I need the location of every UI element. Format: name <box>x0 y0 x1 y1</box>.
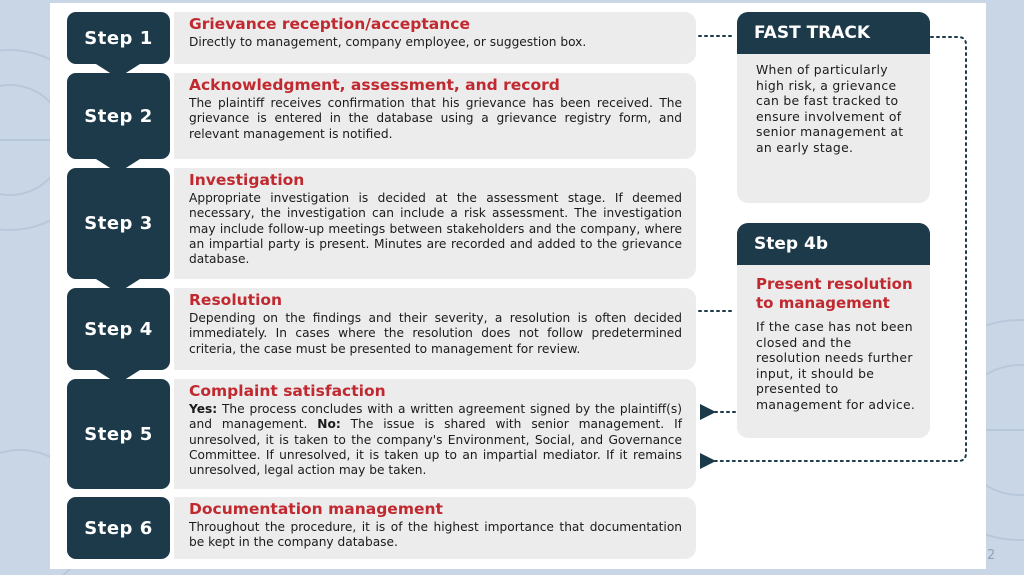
step-2-body: The plaintiff receives confirmation that his grievance has been received. The grievance is entered in the database using a grievance registry form, and relevant management is notified. <box>189 96 682 141</box>
step-3-title: Investigation <box>189 171 305 189</box>
step-5-yes-text: The process concludes with a written agreement signed by the plaintiff(s) and management. <box>189 402 682 432</box>
step-4b-text: If the case has not been closed and the resolution needs further input, it should be presented to management for advice. <box>756 319 916 412</box>
step-5-title: Complaint satisfaction <box>189 382 386 400</box>
step-4-body: Depending on the findings and their severity, a resolution is often decided immediately. In cases where the resolution does not follow predetermined criteria, the case must be presented to management for review. <box>189 311 682 356</box>
step-6-title: Documentation management <box>189 500 443 518</box>
step-3-label: Step 3 <box>84 213 153 234</box>
fast-track-text: When of particularly high risk, a grievance can be fast tracked to ensure involvement of senior management at an early stage. <box>756 62 904 155</box>
step-5-yes-label: Yes: <box>189 402 218 416</box>
connector-fast-track-step5 <box>714 37 966 461</box>
step-4-title: Resolution <box>189 291 283 309</box>
step-2-title: Acknowledgment, assessment, and record <box>189 76 560 94</box>
step-1-label: Step 1 <box>84 27 153 49</box>
step-6-body: Throughout the procedure, it is of the highest importance that documentation be kept in the company database. <box>189 520 682 550</box>
step-4b-title: Step 4b <box>754 234 828 254</box>
step-1-body: Directly to management, company employee, or suggestion box. <box>189 35 587 49</box>
page-number: 2 <box>987 548 996 563</box>
step-1-title: Grievance reception/acceptance <box>189 15 470 33</box>
step-3-body: Appropriate investigation is decided at the assessment stage. If deemed necessary, the investigation can include a risk assessment. The investigation may include follow-up meetings between stakeholders and the company, where an impartial party is present. Minutes are recorded and added to the grievance database. <box>189 191 682 267</box>
fast-track-title: FAST TRACK <box>754 23 871 43</box>
step-5-no-text: The issue is shared with senior management. If unresolved, it is taken to the company's Environment, Social, and Governance Committee. If unresolved, it is taken up to an impartial mediator. If it remains unresolved, legal action may be taken. <box>189 417 682 478</box>
step-4-label: Step 4 <box>84 318 153 340</box>
step-2-label: Step 2 <box>84 105 153 127</box>
step-6-label: Step 6 <box>84 517 153 539</box>
step-5-no-label: No: <box>317 417 341 432</box>
step-5-label: Step 5 <box>84 423 153 445</box>
step-4b-subtitle: Present resolution to management <box>756 275 913 312</box>
